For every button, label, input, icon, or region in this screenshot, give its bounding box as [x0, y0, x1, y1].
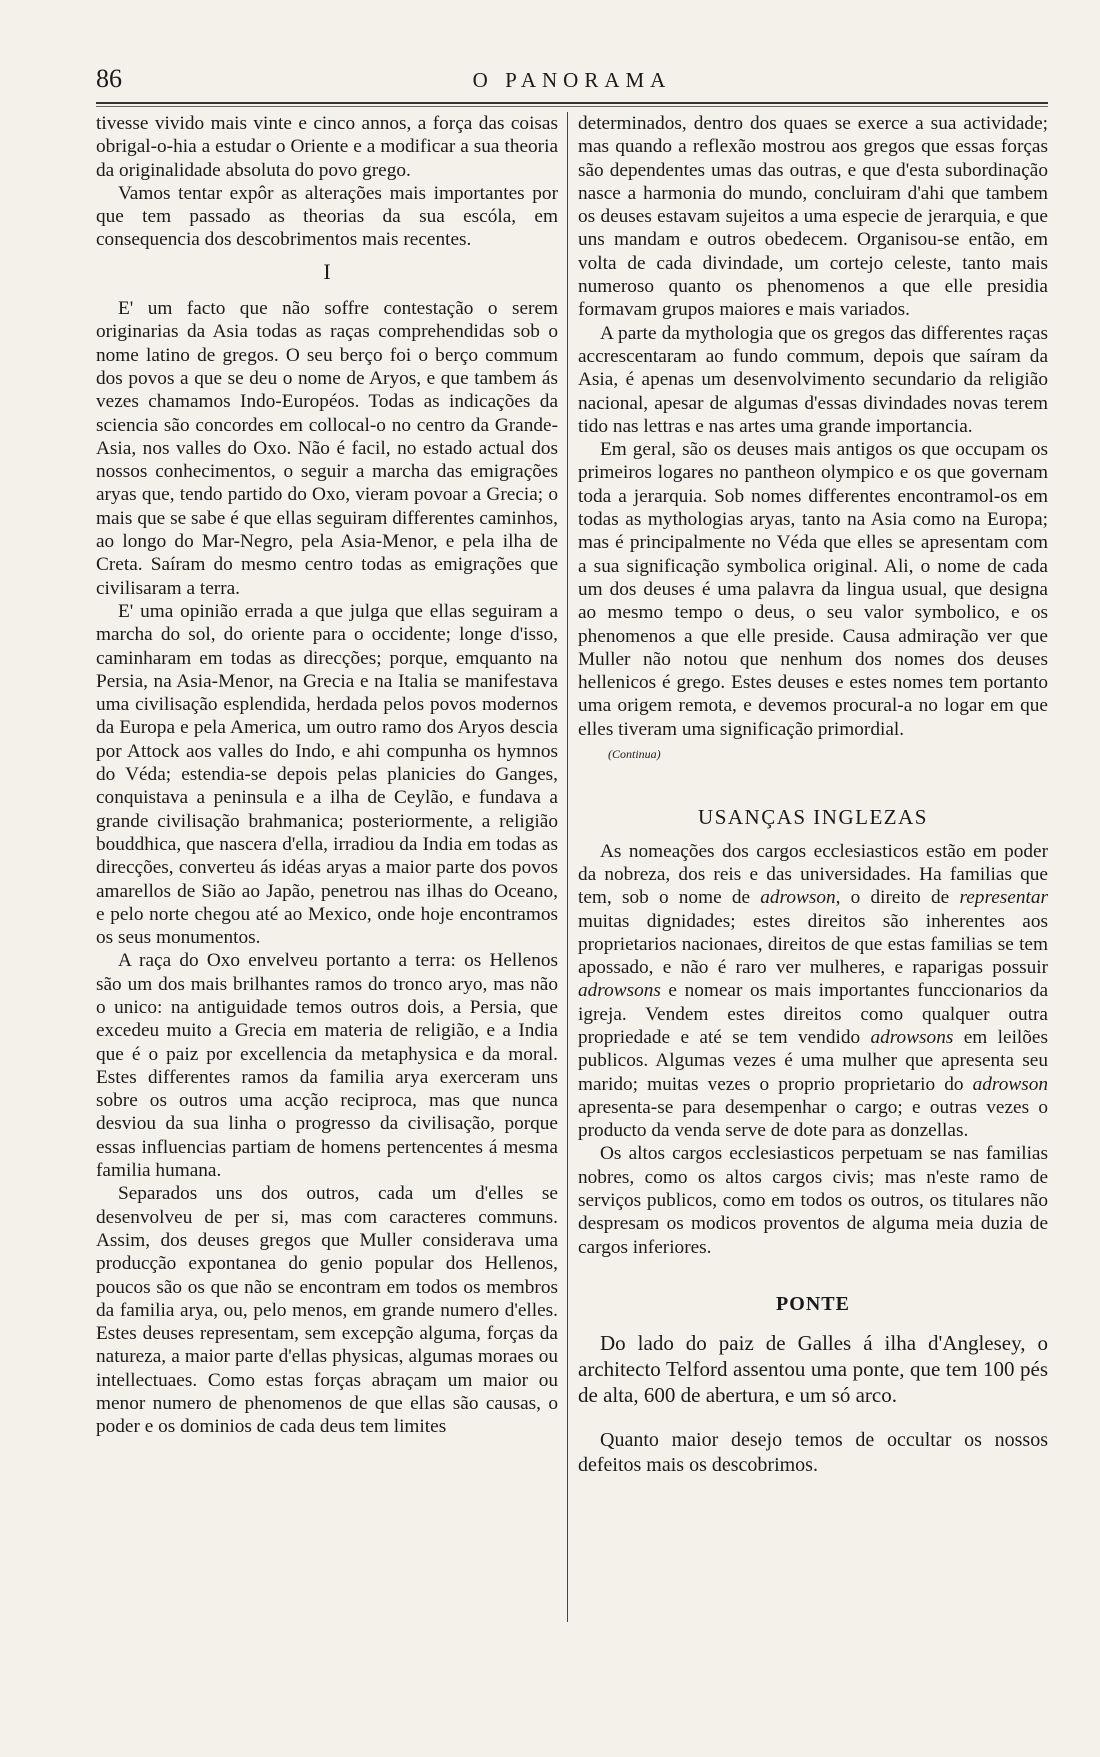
right-column	[578, 112, 1048, 1732]
left-paragraph-5: A raça do Oxo envelveu portanto a terra: os Hellenos são um dos mais brilhantes ramos do tronco aryo, mas não o unico: na antiguidade temos outros dois, a Persia, que excedeu muito a Grecia em materia de religião, e a India que é o paiz por excellencia da metaphysica e da moral. Estes differentes ramos da familia arya exerceram uns sobre os outros uma acção reciproca, mas que nunca desviou da sua linha o progresso da civilisação, porque essas influencias partiam de homens pertencentes á mesma familia humana.	[96, 950, 558, 1182]
right-paragraph-2: A parte da mythologia que os gregos das differentes raças accrescentaram ao fundo commum, depois que saíram da Asia, é apenas um desenvolvimento secundario da religião nacional, apesar de algumas d'essas divindades novas terem tido nas lettras e nas artes uma grande importancia.	[578, 322, 1048, 437]
page-header	[96, 58, 1048, 98]
usancas-text-b: , o direito de	[835, 887, 960, 909]
ponte-title: PONTE	[776, 1292, 850, 1315]
usancas-term-2: representar	[959, 887, 1048, 909]
usancas-term-1: adrowson	[760, 887, 836, 909]
right-paragraph-1: determinados, dentro dos quaes se exerce a sua actividade; mas quando a reflexão mostrou aos gregos que essas forças são dependentes umas das outras, e que d'esta subordinação nasce a harmonia do mundo, concluiram d'ahi que tambem os deuses estavam sujeitos a uma especie de jerarquia, e que uns mandam e outros obedecem. Organisou-se então, em volta de cada divindade, um cortejo celeste, tanto mais numeroso quanto os phenomenos a que elle presidia formavam grupos maiores e mais variados.	[578, 113, 1048, 321]
continua-note: (Continua)	[608, 747, 661, 762]
usancas-text-d: e nomear os mais importantes funccionarios da igreja. Vendem estes direitos como qualquer outra propriedade e até se tem vendido	[578, 980, 1048, 1048]
usancas-term-5: adrowson	[972, 1073, 1048, 1095]
usancas-text-a: As nomeações dos cargos ecclesiasticos estão em poder da nobreza, dos reis e das universidades. Ha familias que tem, sob o nome de	[578, 840, 1048, 909]
usancas-text-f: apresenta-se para desempenhar o cargo; e outras vezes o producto da venda serve de dote para as donzellas.	[578, 1096, 1048, 1142]
left-column	[96, 112, 558, 1732]
section-numeral: I	[323, 258, 331, 284]
usancas-title: USANÇAS INGLEZAS	[698, 805, 928, 830]
usancas-term-4: adrowsons	[870, 1026, 954, 1048]
usancas-paragraph-2: Os altos cargos ecclesiasticos perpetuam se nas familias nobres, como os altos cargos civis; mas n'este ramo de serviços publicos, como em todos os outros, os titulares não despresam os modicos proventos de alguma meia duzia de cargos inferiores.	[578, 1143, 1048, 1258]
usancas-paragraph-1	[578, 840, 1048, 1143]
maxim-paragraph: Quanto maior desejo temos de occultar os nossos defeitos mais os descobrimos.	[578, 1429, 1048, 1477]
usancas-text-e: em leilões publicos. Algumas vezes é uma mulher que apresenta seu marido; muitas vezes o proprio proprietario do	[578, 1026, 1048, 1095]
page-number: 86	[96, 64, 122, 93]
column-divider	[567, 112, 568, 1622]
ponte-paragraph: Do lado do paiz de Galles á ilha d'Anglesey, o architecto Telford assentou uma ponte, que tem 100 pés de alta, 600 de abertura, e um só arco.	[578, 1331, 1048, 1408]
header-rule	[96, 102, 1048, 107]
left-paragraph-4: E' uma opinião errada a que julga que ellas seguiram a marcha do sol, do oriente para o occidente; longe d'isso, caminharam em todas as direcções; porque, emquanto na Persia, na Asia-Menor, na Grecia e na Italia se manifestava uma civilisação esplendida, herdada pelos povos modernos da Europa e pela America, um outro ramo dos Aryos descia por Attock aos valles do Indo, e ahi compunha os hymnos do Véda; estendia-se depois pelas planicies do Ganges, conquistava a peninsula e a ilha de Ceylão, e fundava a grande civilisação brahmanica; posteriormente, a religião bouddhica, que nascera d'ella, irradiou da India em todas as direcções, converteu ás idéas aryas a maior parte dos povos amarellos de Sião ao Japão, penetrou nas ilhas do Oceano, e pelo norte chegou até ao Mexico, onde hoje encontramos os seus monumentos.	[96, 600, 558, 949]
running-title: O PANORAMA	[472, 68, 672, 92]
left-paragraph-6: Separados uns dos outros, cada um d'elles se desenvolveu de per si, mas com caracteres communs. Assim, dos deuses gregos que Muller considerava uma producção expontanea do genio popular dos Hellenos, poucos são os que não se encontram em todos os membros da familia arya, ou, pelo menos, em grande numero d'elles. Estes deuses representam, sem excepção alguma, forças da natureza, a maior parte d'ellas physicas, algumas moraes ou intellectuaes. Como estas forças abraçam um maior ou menor numero de phenomenos de que ellas são causas, o poder e os dominios de cada deus tem limites	[96, 1183, 558, 1438]
usancas-term-3: adrowsons	[578, 980, 661, 1002]
usancas-text-c: muitas dignidades; estes direitos são inherentes aos proprietarios nacionaes, direitos de que estas familias se tem apossado, e não é raro ver mulheres, e raparigas possuir	[578, 910, 1048, 979]
left-paragraph-2: Vamos tentar expôr as alterações mais importantes por que tem passado as theorias da sua escóla, em consequencia dos descobrimentos mais recentes.	[96, 182, 558, 251]
left-paragraph-1: tivesse vivido mais vinte e cinco annos, a força das coisas obrigal-o-hia a estudar o Oriente e a modificar a sua theoria da originalidade absoluta do povo grego.	[96, 113, 558, 181]
right-paragraph-3: Em geral, são os deuses mais antigos os que occupam os primeiros logares no pantheon olympico e os que governam toda a jerarquia. Sob nomes differentes encontramol-os em todas as mythologias aryas, tanto na Asia como na Europa; mas é principalmente no Véda que elles se apresentam com a sua significação symbolica original. Ali, o nome de cada um dos deuses é uma palavra da lingua usual, que designa ao mesmo tempo o deus, o seu valor symbolico, e os phenomenos a que elle preside. Causa admiração ver que Muller não notou que nenhum dos nomes dos deuses hellenicos é grego. Estes deuses e estes nomes tem portanto uma origem remota, e devemos procural-a no logar em que elles tiveram uma significação primordial.	[578, 439, 1048, 740]
left-paragraph-3: E' um facto que não soffre contestação o serem originarias da Asia todas as raças comprehendidas sob o nome latino de gregos. O seu berço foi o berço commum dos povos a que se deu o nome de Aryos, e que tambem ás vezes chamamos Indo-Européos. Todas as indicações da sciencia são concordes em collocal-o no centro da Grande-Asia, nos valles do Oxo. Não é facil, no estado actual dos nossos conhecimentos, o seguir a marcha das emigrações aryas que, tendo partido do Oxo, vieram povoar a Grecia; o mais que se sabe é que ellas seguiram differentes caminhos, ao longo do Mar-Negro, pela Asia-Menor, e pela ilha de Creta. Saíram do mesmo centro todas as emigrações que civilisaram a terra.	[96, 298, 558, 599]
